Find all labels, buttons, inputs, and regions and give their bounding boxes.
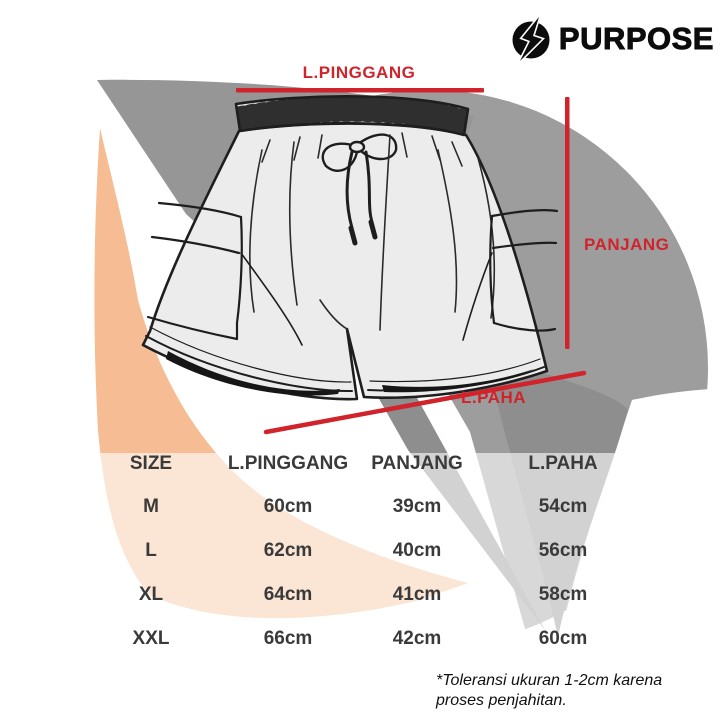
thigh-measure-label: L.PAHA	[461, 388, 527, 407]
header-thigh: L.PAHA	[528, 453, 598, 474]
table-row	[76, 529, 642, 573]
header-waist: L.PINGGANG	[227, 453, 349, 474]
thigh-cell: 54cm	[538, 496, 588, 517]
length-measure-line	[565, 97, 570, 349]
length-cell: 42cm	[392, 628, 442, 649]
size-cell: XXL	[132, 628, 170, 649]
table-row	[76, 617, 642, 661]
length-measure-label: PANJANG	[584, 235, 670, 254]
size-table-header-row	[76, 451, 642, 477]
waist-cell: 64cm	[263, 584, 313, 605]
header-length: PANJANG	[371, 453, 463, 474]
waist-cell: 60cm	[263, 496, 313, 517]
thigh-cell: 56cm	[538, 540, 588, 561]
header-size: SIZE	[129, 453, 173, 474]
footnote-line-1: *Toleransi ukuran 1-2cm karena	[436, 672, 663, 689]
table-row	[76, 573, 642, 617]
lightning-bolt-circle-icon	[509, 16, 553, 62]
size-table	[76, 451, 642, 661]
thigh-cell: 60cm	[538, 628, 588, 649]
size-cell: XL	[138, 584, 164, 605]
waist-cell: 66cm	[263, 628, 313, 649]
thigh-cell: 58cm	[538, 584, 588, 605]
brand-logo	[509, 16, 714, 62]
length-cell: 39cm	[392, 496, 442, 517]
waist-measure-label: L.PINGGANG	[302, 63, 416, 82]
size-cell: M	[143, 496, 159, 517]
footnote-line-2: proses penjahitan.	[436, 692, 567, 710]
waist-measure-line	[236, 88, 484, 93]
size-cell: L	[145, 540, 157, 561]
length-cell: 40cm	[392, 540, 442, 561]
tolerance-footnote	[436, 671, 662, 712]
brand-wordmark: PURPOSE	[558, 21, 714, 56]
table-row	[76, 485, 642, 529]
waist-cell: 62cm	[263, 540, 313, 561]
length-cell: 41cm	[392, 584, 442, 605]
